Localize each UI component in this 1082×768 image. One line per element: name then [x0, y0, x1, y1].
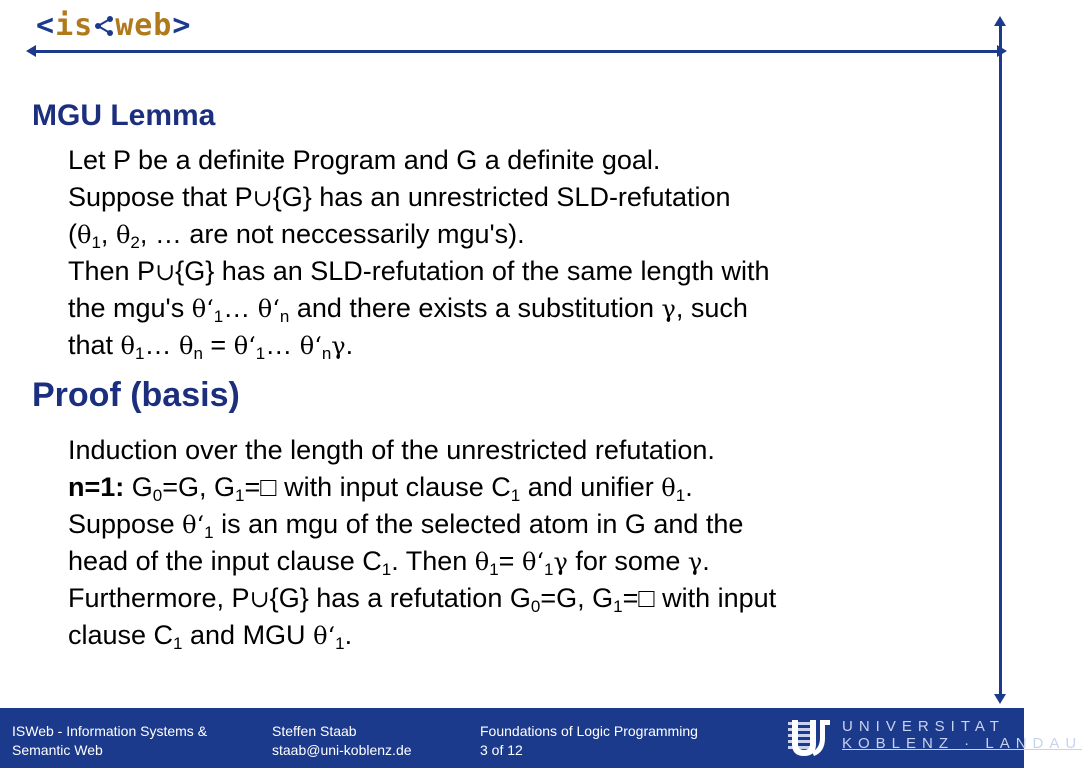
isweb-logo — [36, 8, 191, 44]
proof-line-2: n=1: $G_0=G$, $G_1=□$ with input clause $C_1$ and unifier $\theta_1$. — [68, 472, 693, 505]
arrow-left-icon — [26, 45, 36, 57]
university-name: UNIVERSITAT KOBLENZ · LANDAU — [842, 718, 1082, 752]
proof-line-6: clause $C_1$ and MGU $\theta‘_1$. — [68, 620, 353, 653]
logo-close-bracket: > — [172, 8, 192, 43]
section-title-proof-basis: Proof (basis) — [32, 376, 240, 414]
university-logo-icon — [786, 716, 832, 760]
proof-line-5: Furthermore, P∪{G} has a refutation $G_0=G$, $G_1=□$ with input — [68, 583, 777, 616]
side-rule — [999, 22, 1002, 698]
lemma-line-2: Suppose that P∪{G} has an unrestricted SLD-refutation — [68, 182, 731, 212]
lemma-line-3: ($\theta_1$, $\theta_2$, … are not neccessarily mgu's). — [68, 219, 525, 252]
author-email: staab@uni-koblenz.de — [272, 742, 412, 758]
arrow-up-icon — [994, 16, 1006, 26]
proof-basis-body — [68, 432, 776, 654]
footer-course: Foundations of Logic Programming 3 of 12 — [480, 723, 698, 758]
arrow-down-icon — [994, 694, 1006, 704]
proof-line-3: Suppose $\theta‘_1$ is an mgu of the selected atom in G and the — [68, 509, 744, 542]
proof-line-1: Induction over the length of the unrestricted refutation. — [68, 435, 715, 465]
lemma-line-5: the mgu's $\theta‘_1\dots$ $\theta‘_n$ and there exists a substitution γ, such — [68, 293, 748, 326]
footer-organization: ISWeb - Information Systems & Semantic Web — [12, 723, 208, 758]
mgu-lemma-body — [68, 142, 770, 364]
logo-web-text: web — [115, 8, 173, 43]
page-counter: 3 of 12 — [480, 742, 523, 758]
share-network-icon — [93, 8, 115, 44]
footer-bar — [0, 708, 1082, 768]
lemma-line-6: that $\theta_1\dots$ $\theta_n$ = $\theta‘_1\dots$ $\theta‘_n\gamma$. — [68, 330, 354, 363]
section-title-mgu-lemma: MGU Lemma — [32, 99, 216, 132]
proof-line-4: head of the input clause $C_1$. Then $\theta_1=$ $\theta‘_1\gamma$ for some γ. — [68, 546, 710, 579]
lemma-line-1: Let P be a definite Program and G a definite goal. — [68, 145, 661, 175]
header-rule — [34, 50, 1001, 53]
footer-author: Steffen Staab staab@uni-koblenz.de — [272, 723, 412, 758]
lemma-line-4: Then P∪{G} has an SLD-refutation of the same length with — [68, 256, 770, 286]
logo-open-bracket: < — [36, 8, 56, 43]
logo-is-text: is — [55, 8, 94, 43]
